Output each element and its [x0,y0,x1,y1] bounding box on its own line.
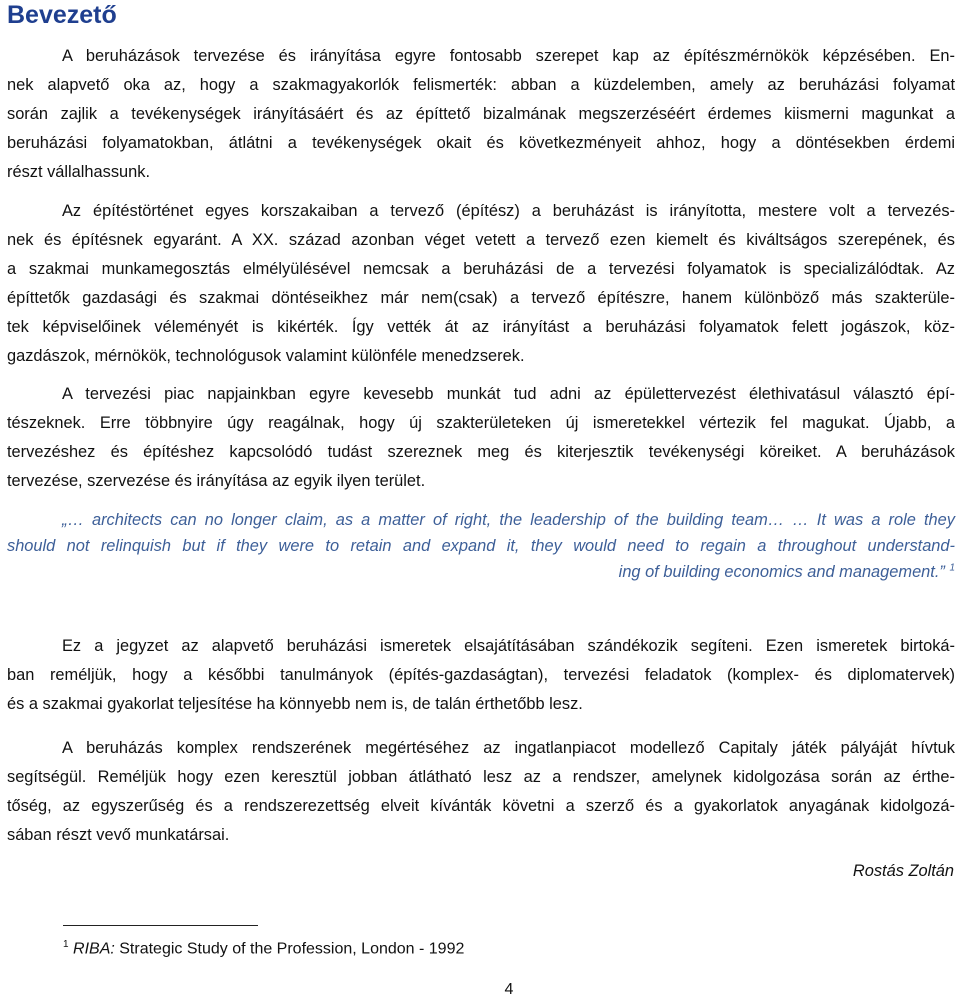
paragraph-line: tészeknek. Erre többnyire úgy reagálnak, hogy új szakterületeken új ismeretekkel vértezik fel magukat. Újabb, a [7,414,955,432]
paragraph-2 [7,197,955,371]
page-heading: Bevezető [7,1,117,29]
footnote-reference[interactable]: 1 [949,562,955,574]
footnote-number: 1 [63,939,69,950]
paragraph-line: Ez a jegyzet az alapvető beruházási ismeretek elsajátításában szándékozik segíteni. Ezen ismeretek birtoká- [62,637,955,655]
paragraph-line: A beruházások tervezése és irányítása egyre fontosabb szerepet kap az építészmérnökök képzésében. En- [62,47,955,65]
paragraph-line: beruházási folyamatokban, átlátni a tevékenységek okait és következményeit ahhoz, hogy a döntésekben érdemi [7,134,955,152]
quote-line: „… architects can no longer claim, as a matter of right, the leadership of the building team… … It was a role they [62,511,955,529]
paragraph-line: gazdászok, mérnökök, technológusok valamint különféle menedzserek. [7,347,525,365]
quote-line: ing of building economics and management.” [618,563,945,581]
paragraph-line: tervezése, szervezése és irányítása az egyik ilyen terület. [7,472,426,490]
page-number: 4 [504,981,514,998]
paragraph-1 [7,42,955,187]
paragraph-4 [7,632,955,719]
paragraph-line: nek és építésnek egyaránt. A XX. század azonban véget vetett a tervező ezen kiemelt és kiváltságos szerepének, és [7,231,955,249]
paragraph-line: ban reméljük, hogy a későbbi tanulmányok (építés-gazdaságtan), tervezési feladatok (komplex- és diplomatervek) [7,666,955,684]
english-quote [7,507,955,585]
footnote-text: Strategic Study of the Profession, London - 1992 [114,940,465,958]
paragraph-line: Az építéstörténet egyes korszakaiban a tervező (építész) a beruházást is irányította, mestere volt a tervezés- [62,202,955,220]
paragraph-line: részt vállalhassunk. [7,163,151,181]
paragraph-line: és a szakmai gyakorlat teljesítése ha könnyebb nem is, de talán érthetőbb lesz. [7,695,583,713]
paragraph-line: A beruházás komplex rendszerének megértéséhez az ingatlanpiacot modellező Capitaly játék pályáját hívtuk [62,739,955,757]
paragraph-line: tervezéshez és építéshez kapcsolódó tudást szereznek meg és kiterjesztik tevékenységi köreiket. A beruházások [7,443,955,461]
author-signature: Rostás Zoltán [852,862,954,880]
paragraph-line: A tervezési piac napjainkban egyre kevesebb munkát tud adni az épülettervezést élethivatásul választó épí- [62,385,955,403]
paragraph-line: tek képviselőinek véleményét is kikérték. Így vették át az irányítást a beruházási folyamatok felett jogászok, köz- [7,318,955,336]
footnote-source: RIBA: [73,940,115,958]
paragraph-line: a szakmai munkamegosztás elmélyülésével nemcsak a beruházási de a tervezési folyamatok is specializálódtak. Az [7,260,955,278]
paragraph-line: nek alapvető oka az, hogy a szakmagyakorlók felismerték: abban a küzdelemben, amely az beruházási folyamat [7,76,955,94]
quote-line-last [7,559,955,585]
paragraph-line: sában részt vevő munkatársai. [7,826,230,844]
quote-line: should not relinquish but if they were to retain and expand it, they would need to regain a throughout understand- [7,537,955,555]
paragraph-line: építtetők gazdasági és szakmai döntéseikhez már nem(csak) a tervező építészre, hanem különböző más szakterüle- [7,289,955,307]
paragraph-3 [7,380,955,496]
footnote-separator [63,925,258,926]
footnote [63,939,464,958]
paragraph-5 [7,734,955,850]
paragraph-line: során zajlik a tevékenységek irányításáért és az építtető bizalmának megszerzéséért érdemes kiismerni magunkat a [7,105,955,123]
paragraph-line: segítségül. Reméljük hogy ezen keresztül jobban átlátható lesz az a rendszer, amelynek kidolgozása során az érthe- [7,768,955,786]
paragraph-line: tőség, az egyszerűség és a rendszerezettség elveit kívánták követni a szerző és a gyakorlatok anyagának kidolgozá- [7,797,955,815]
